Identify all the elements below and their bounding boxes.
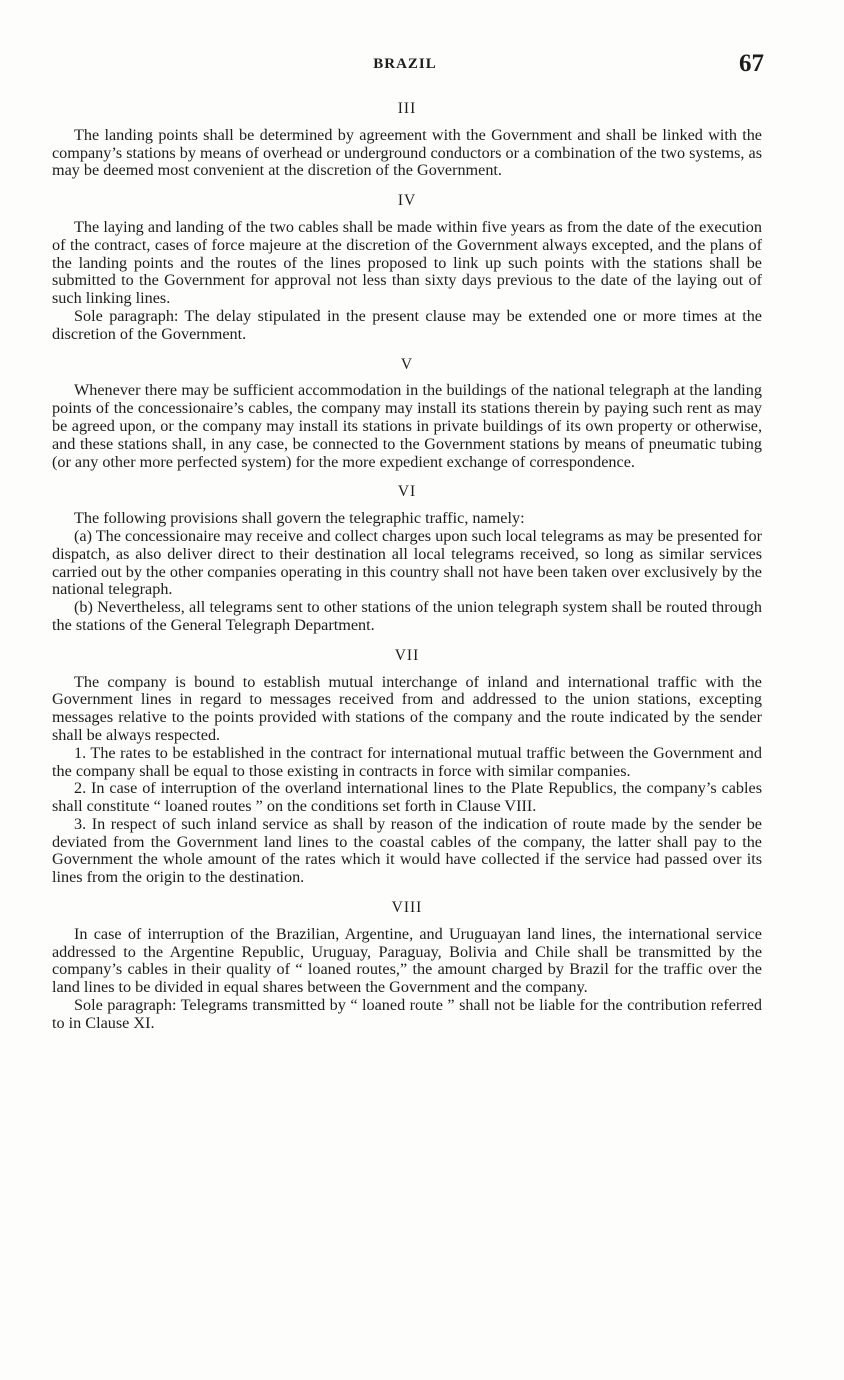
- paragraph: (b) Nevertheless, all telegrams sent to other stations of the union telegraph system shall be routed through the stations of the General Telegraph Department.: [52, 598, 762, 634]
- clause-v: [52, 356, 762, 472]
- running-title: BRAZIL: [373, 56, 437, 72]
- clause-heading: VII: [394, 646, 420, 664]
- clause-heading: VI: [397, 483, 417, 501]
- clause-iv: [52, 192, 762, 343]
- clause-heading: VIII: [391, 899, 423, 917]
- paragraph: Sole paragraph: The delay stipulated in the present clause may be extended one or more times at the discretion of the Government.: [52, 306, 762, 343]
- paragraph: 1. The rates to be established in the contract for international mutual traffic between the Government and the company shall be equal to those existing in contracts in force with similar companies.: [52, 743, 762, 780]
- paragraph: 3. In respect of such inland service as shall by reason of the indication of route made by the sender be deviated from the Government land lines to the coastal cables of the company, the latter shall pay to the Government the whole amount of the rates which it would have collected if the service had passed over its lines from the origin to the destination.: [52, 814, 762, 887]
- page-header: [40, 50, 770, 84]
- paragraph: (a) The concessionaire may receive and collect charges upon such local telegrams as may be presented for dispatch, as also deliver direct to their destination all local telegrams received, so long as similar services carried out by the other companies operating in this country shall not have been taken over exclusively by the national telegraph.: [52, 526, 762, 599]
- clause-vi: [52, 483, 762, 634]
- clause-vii: [52, 647, 762, 887]
- paragraph: Whenever there may be sufficient accommodation in the buildings of the national telegraph at the landing points of the concessionaire’s cables, the company may install its stations therein by paying such rent as may be agreed upon, or the company may install its stations in private buildings of its own property or otherwise, and these stations shall, in any case, be connected to the Government stations by means of pneumatic tubing (or any other more perfected system) for the more expedient exchange of correspondence.: [52, 381, 762, 471]
- clause-iii: [52, 100, 762, 180]
- paragraph: The following provisions shall govern the telegraphic traffic, namely:: [74, 509, 525, 528]
- paragraph: The landing points shall be determined by agreement with the Government and shall be linked with the company’s stations by means of overhead or underground conductors or a combination of the two systems, as may be deemed most convenient at the discretion of the Government.: [52, 125, 762, 180]
- page-number: 67: [739, 50, 764, 77]
- paragraph: Sole paragraph: Telegrams transmitted by “ loaned route ” shall not be liable for the contribution referred to in Clause XI.: [52, 996, 762, 1032]
- clause-heading: III: [397, 100, 417, 117]
- page-body: [52, 100, 762, 1045]
- clause-heading: IV: [397, 192, 417, 210]
- paragraph: The laying and landing of the two cables shall be made within five years as from the date of the execution of the contract, cases of force majeure at the discretion of the Government always excepted, and the plans of the landing points and the routes of the lines proposed to link up such points with the stations shall be submitted to the Government for approval not less than sixty days previous to the date of the laying out of such linking lines.: [52, 217, 762, 308]
- paragraph: The company is bound to establish mutual interchange of inland and international traffic with the Government lines in regard to messages received from and addressed to the union stations, excepting messages relative to the points provided with stations of the company and the route indicated by the sender shall be always respected.: [52, 672, 762, 744]
- paragraph: In case of interruption of the Brazilian, Argentine, and Uruguayan land lines, the international service addressed to the Argentine Republic, Uruguay, Paraguay, Bolivia and Chile shall be transmitted by the company’s cables in their quality of “ loaned routes,” the amount charged by Brazil for the traffic over the land lines to be divided in equal shares between the Government and the company.: [52, 924, 762, 997]
- clause-heading: V: [400, 355, 414, 373]
- clause-viii: [52, 899, 762, 1033]
- paragraph: 2. In case of interruption of the overland international lines to the Plate Republics, the company’s cables shall constitute “ loaned routes ” on the conditions set forth in Clause VIII.: [52, 779, 762, 816]
